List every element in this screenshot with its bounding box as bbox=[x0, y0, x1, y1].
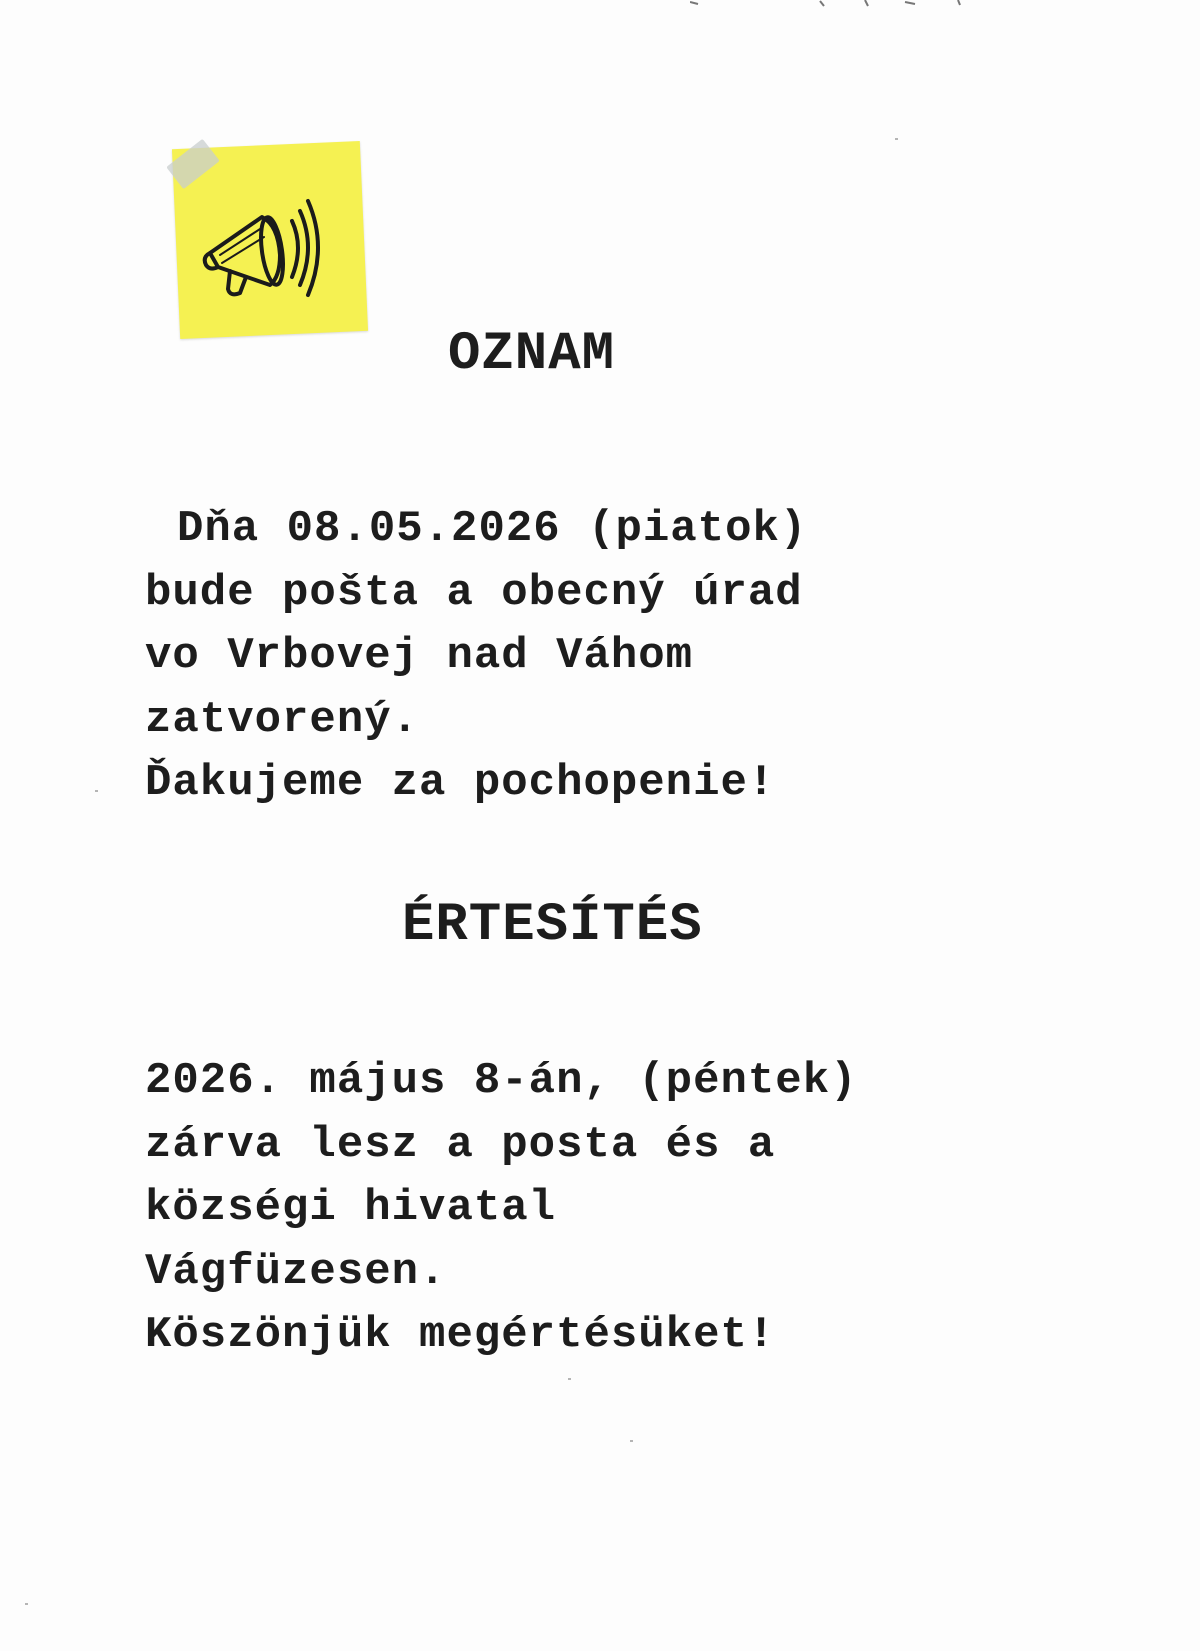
slovak-line-3: vo Vrbovej nad Váhom bbox=[145, 631, 694, 681]
scan-speck bbox=[25, 1603, 28, 1605]
slovak-heading: OZNAM bbox=[448, 324, 616, 385]
scan-speck bbox=[95, 790, 98, 792]
hungarian-line-1: 2026. május 8-án, (péntek) bbox=[145, 1056, 858, 1106]
hungarian-line-4: Vágfüzesen. bbox=[145, 1246, 447, 1297]
scan-speck bbox=[895, 138, 898, 140]
hungarian-line-3: községi hivatal bbox=[145, 1183, 557, 1233]
slovak-line-5: Ďakujeme za pochopenie! bbox=[145, 758, 776, 808]
slovak-notice-text bbox=[145, 498, 807, 816]
slovak-line-1: Dňa 08.05.2026 (piatok) bbox=[177, 504, 808, 554]
scan-speck bbox=[630, 1440, 633, 1442]
slovak-line-4: zatvorený. bbox=[145, 694, 420, 745]
hungarian-heading: ÉRTESÍTÉS bbox=[402, 895, 703, 956]
scan-speck bbox=[568, 1378, 571, 1380]
scan-edge-marks bbox=[690, 0, 1010, 10]
slovak-line-2: bude pošta a obecný úrad bbox=[145, 567, 803, 618]
hungarian-line-2: zárva lesz a posta és a bbox=[145, 1119, 776, 1170]
hungarian-line-5: Köszönjük megértésüket! bbox=[145, 1310, 776, 1360]
megaphone-icon bbox=[200, 185, 340, 315]
hungarian-notice-text bbox=[145, 1050, 858, 1368]
